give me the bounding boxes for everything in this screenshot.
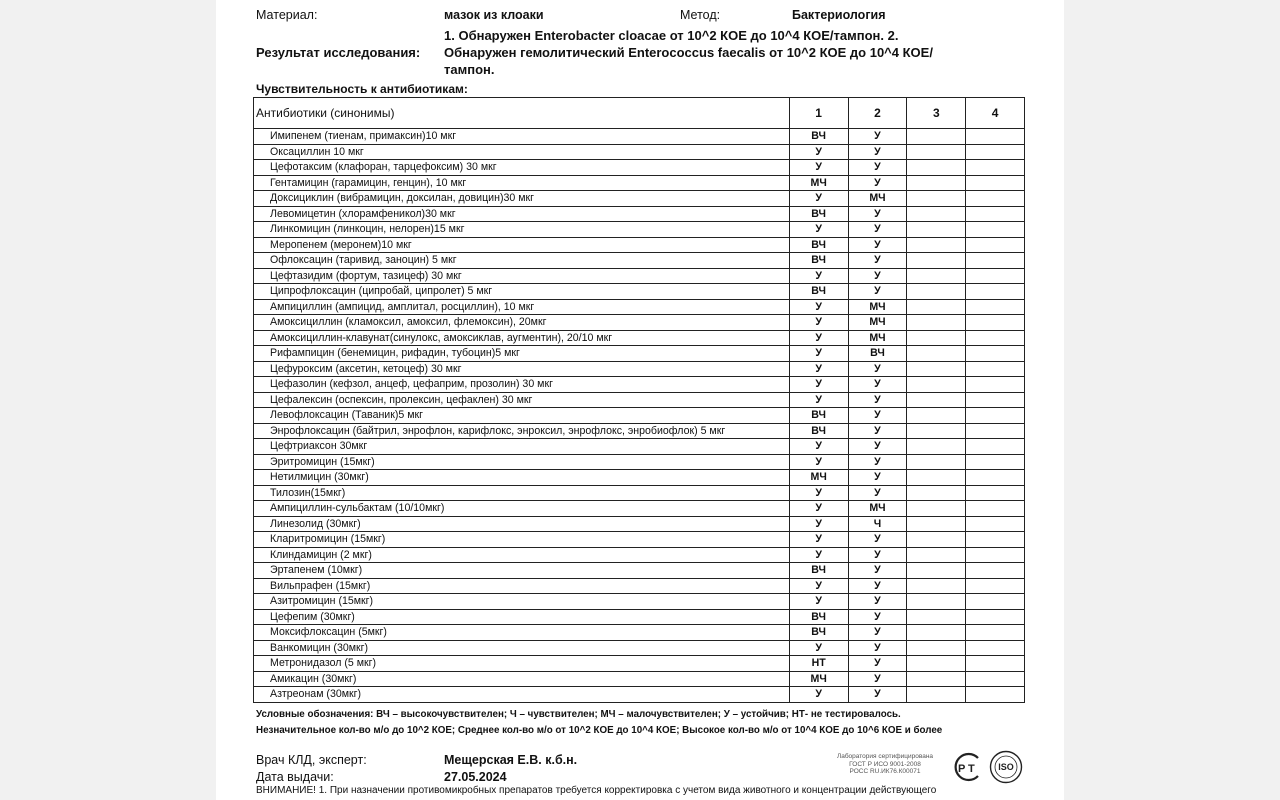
sensitivity-strain-1: МЧ — [789, 671, 848, 687]
table-row — [254, 656, 1025, 672]
sensitivity-strain-1: ВЧ — [789, 206, 848, 222]
sensitivity-strain-3 — [907, 563, 966, 579]
sensitivity-strain-3 — [907, 671, 966, 687]
date-label: Дата выдачи: — [256, 770, 334, 784]
header-col-4: 4 — [966, 98, 1025, 129]
sensitivity-strain-4 — [966, 237, 1025, 253]
sensitivity-strain-2: У — [848, 625, 907, 641]
sensitivity-strain-4 — [966, 160, 1025, 176]
sensitivity-strain-4 — [966, 144, 1025, 160]
sensitivity-strain-1: У — [789, 501, 848, 517]
sensitivity-strain-4 — [966, 485, 1025, 501]
sensitivity-strain-3 — [907, 470, 966, 486]
sensitivity-strain-4 — [966, 501, 1025, 517]
sensitivity-strain-1: ВЧ — [789, 423, 848, 439]
sensitivity-strain-3 — [907, 609, 966, 625]
antibiotic-name: Цефотаксим (клафоран, тарцефоксим) 30 мкг — [254, 160, 790, 176]
sensitivity-strain-2: МЧ — [848, 501, 907, 517]
antibiotic-name: Ципрофлоксацин (ципробай, ципролет) 5 мкг — [254, 284, 790, 300]
sensitivity-strain-2: У — [848, 129, 907, 145]
method-value: Бактериология — [792, 8, 886, 22]
sensitivity-strain-4 — [966, 547, 1025, 563]
sensitivity-strain-1: ВЧ — [789, 237, 848, 253]
legend-quantities: Незначительное кол-во м/о до 10^2 КОЕ; Среднее кол-во м/о от 10^2 КОЕ до 10^4 КОЕ; Высокое кол-во м/о от 10^4 КОЕ до 10^6 КОЕ и более — [256, 725, 943, 736]
table-row — [254, 222, 1025, 238]
warning-text: ВНИМАНИЕ! 1. При назначении противомикробных препаратов требуется корректировка с учетом вида животного и концентрации действующего — [256, 785, 937, 796]
antibiotic-name: Эртапенем (10мкг) — [254, 563, 790, 579]
sensitivity-strain-4 — [966, 268, 1025, 284]
section-title: Чувствительность к антибиотикам: — [256, 82, 468, 96]
table-row — [254, 392, 1025, 408]
sensitivity-strain-4 — [966, 470, 1025, 486]
antibiotic-name: Ванкомицин (30мкг) — [254, 640, 790, 656]
iso-text: ISO — [998, 762, 1014, 772]
result-label: Результат исследования: — [256, 45, 421, 60]
sensitivity-strain-1: У — [789, 516, 848, 532]
sensitivity-strain-4 — [966, 439, 1025, 455]
sensitivity-strain-4 — [966, 656, 1025, 672]
antibiotic-name: Левомицетин (хлорамфеникол)30 мкг — [254, 206, 790, 222]
sensitivity-strain-1: У — [789, 377, 848, 393]
antibiotic-name: Амоксициллин (кламоксил, амоксил, флемоксин), 20мкг — [254, 315, 790, 331]
svg-text:Т: Т — [968, 763, 975, 775]
sensitivity-strain-2: У — [848, 423, 907, 439]
antibiotic-name: Тилозин(15мкг) — [254, 485, 790, 501]
doctor-value: Мещерская Е.В. к.б.н. — [444, 753, 578, 767]
sensitivity-strain-2: У — [848, 160, 907, 176]
sensitivity-strain-4 — [966, 191, 1025, 207]
sensitivity-strain-2: У — [848, 237, 907, 253]
sensitivity-strain-4 — [966, 330, 1025, 346]
date-value: 27.05.2024 — [444, 770, 507, 784]
header-col-3: 3 — [907, 98, 966, 129]
sensitivity-strain-3 — [907, 392, 966, 408]
sensitivity-strain-3 — [907, 656, 966, 672]
table-row — [254, 237, 1025, 253]
table-row — [254, 501, 1025, 517]
sensitivity-strain-4 — [966, 609, 1025, 625]
antibiotic-name: Офлоксацин (таривид, заноцин) 5 мкг — [254, 253, 790, 269]
sensitivity-strain-1: У — [789, 315, 848, 331]
sensitivity-strain-1: У — [789, 222, 848, 238]
sensitivity-strain-4 — [966, 671, 1025, 687]
sensitivity-strain-2: У — [848, 671, 907, 687]
sensitivity-strain-1: У — [789, 532, 848, 548]
sensitivity-strain-3 — [907, 377, 966, 393]
sensitivity-strain-2: У — [848, 392, 907, 408]
sensitivity-strain-4 — [966, 532, 1025, 548]
table-row — [254, 144, 1025, 160]
sensitivity-strain-3 — [907, 191, 966, 207]
sensitivity-strain-2: У — [848, 268, 907, 284]
material-value: мазок из клоаки — [444, 8, 544, 22]
report-page — [216, 0, 1064, 800]
sensitivity-strain-2: У — [848, 656, 907, 672]
sensitivity-strain-2: У — [848, 206, 907, 222]
sensitivity-strain-3 — [907, 532, 966, 548]
sensitivity-strain-2: У — [848, 485, 907, 501]
antibiotic-name: Цефтазидим (фортум, тазицеф) 30 мкг — [254, 268, 790, 284]
sensitivity-strain-3 — [907, 299, 966, 315]
antibiotic-name: Азтреонам (30мкг) — [254, 687, 790, 703]
table-row — [254, 563, 1025, 579]
certification-text — [826, 753, 944, 776]
antibiotic-name: Метронидазол (5 мкг) — [254, 656, 790, 672]
sensitivity-strain-3 — [907, 594, 966, 610]
sensitivity-strain-4 — [966, 253, 1025, 269]
sensitivity-strain-3 — [907, 222, 966, 238]
sensitivity-strain-2: МЧ — [848, 315, 907, 331]
table-row — [254, 377, 1025, 393]
sensitivity-strain-1: ВЧ — [789, 625, 848, 641]
sensitivity-strain-4 — [966, 392, 1025, 408]
table-row — [254, 315, 1025, 331]
sensitivity-strain-2: У — [848, 253, 907, 269]
sensitivity-strain-4 — [966, 346, 1025, 362]
antibiotic-name: Клиндамицин (2 мкг) — [254, 547, 790, 563]
sensitivity-strain-3 — [907, 454, 966, 470]
antibiotic-name: Моксифлоксацин (5мкг) — [254, 625, 790, 641]
sensitivity-strain-3 — [907, 439, 966, 455]
sensitivity-strain-1: ВЧ — [789, 408, 848, 424]
sensitivity-strain-3 — [907, 547, 966, 563]
sensitivity-strain-1: У — [789, 485, 848, 501]
sensitivity-strain-3 — [907, 361, 966, 377]
antibiotic-name: Цефазолин (кефзол, анцеф, цефаприм, прозолин) 30 мкг — [254, 377, 790, 393]
sensitivity-strain-4 — [966, 129, 1025, 145]
rst-certification-logo — [948, 752, 986, 782]
sensitivity-strain-1: У — [789, 594, 848, 610]
table-row — [254, 532, 1025, 548]
sensitivity-strain-3 — [907, 284, 966, 300]
table-row — [254, 516, 1025, 532]
header-antibiotics: Антибиотики (синонимы) — [254, 98, 790, 129]
cert-line-1: Лаборатория сертифицирована — [836, 753, 934, 760]
sensitivity-strain-3 — [907, 175, 966, 191]
table-row — [254, 299, 1025, 315]
antibiotic-name: Линезолид (30мкг) — [254, 516, 790, 532]
table-row — [254, 408, 1025, 424]
antibiotic-name: Нетилмицин (30мкг) — [254, 470, 790, 486]
sensitivity-strain-2: У — [848, 563, 907, 579]
header-col-1: 1 — [789, 98, 848, 129]
antibiotic-name: Амикацин (30мкг) — [254, 671, 790, 687]
sensitivity-strain-1: У — [789, 268, 848, 284]
antibiotic-name: Ампициллин-сульбактам (10/10мкг) — [254, 501, 790, 517]
antibiotic-name: Цефуроксим (аксетин, кетоцеф) 30 мкг — [254, 361, 790, 377]
sensitivity-strain-4 — [966, 454, 1025, 470]
sensitivity-strain-2: ВЧ — [848, 346, 907, 362]
sensitivity-strain-3 — [907, 206, 966, 222]
table-row — [254, 253, 1025, 269]
table-row — [254, 160, 1025, 176]
sensitivity-strain-3 — [907, 485, 966, 501]
sensitivity-strain-2: У — [848, 640, 907, 656]
table-row — [254, 671, 1025, 687]
sensitivity-strain-1: У — [789, 361, 848, 377]
sensitivity-strain-1: У — [789, 160, 848, 176]
sensitivity-strain-4 — [966, 640, 1025, 656]
sensitivity-strain-2: МЧ — [848, 330, 907, 346]
table-row — [254, 485, 1025, 501]
sensitivity-strain-1: У — [789, 330, 848, 346]
sensitivity-strain-4 — [966, 315, 1025, 331]
sensitivity-strain-4 — [966, 423, 1025, 439]
sensitivity-strain-4 — [966, 687, 1025, 703]
antibiotic-name: Цефалексин (оспексин, пролексин, цефаклен) 30 мкг — [254, 392, 790, 408]
sensitivity-strain-1: ВЧ — [789, 253, 848, 269]
sensitivity-strain-3 — [907, 501, 966, 517]
sensitivity-strain-3 — [907, 516, 966, 532]
sensitivity-strain-2: У — [848, 547, 907, 563]
antibiotic-name: Энрофлоксацин (байтрил, энрофлон, карифлокс, энроксил, энрофлокс, энробиофлок) 5 мкг — [254, 423, 790, 439]
sensitivity-strain-1: У — [789, 454, 848, 470]
sensitivity-strain-3 — [907, 144, 966, 160]
antibiotic-name: Левофлоксацин (Таваник)5 мкг — [254, 408, 790, 424]
sensitivity-strain-1: ВЧ — [789, 563, 848, 579]
sensitivity-strain-4 — [966, 377, 1025, 393]
sensitivity-strain-1: У — [789, 392, 848, 408]
table-row — [254, 206, 1025, 222]
sensitivity-strain-1: ВЧ — [789, 609, 848, 625]
sensitivity-strain-3 — [907, 129, 966, 145]
table-row — [254, 640, 1025, 656]
sensitivity-strain-3 — [907, 346, 966, 362]
antibiotic-name: Рифампицин (бенемицин, рифадин, тубоцин)5 мкг — [254, 346, 790, 362]
table-row — [254, 439, 1025, 455]
antibiotic-name: Линкомицин (линкоцин, нелорен)15 мкг — [254, 222, 790, 238]
sensitivity-strain-2: У — [848, 609, 907, 625]
sensitivity-strain-2: У — [848, 175, 907, 191]
antibiotic-name: Имипенем (тиенам, примаксин)10 мкг — [254, 129, 790, 145]
sensitivity-strain-1: У — [789, 547, 848, 563]
sensitivity-strain-2: У — [848, 284, 907, 300]
sensitivity-strain-4 — [966, 408, 1025, 424]
svg-text:Р: Р — [958, 763, 966, 775]
method-label: Метод: — [680, 8, 721, 22]
antibiotic-name: Ампициллин (ампицид, амплитал, росциллин), 10 мкг — [254, 299, 790, 315]
sensitivity-strain-1: У — [789, 578, 848, 594]
sensitivity-strain-3 — [907, 408, 966, 424]
sensitivity-strain-3 — [907, 578, 966, 594]
antibiotic-name: Вильпрафен (15мкг) — [254, 578, 790, 594]
material-label: Материал: — [256, 8, 318, 22]
table-row — [254, 454, 1025, 470]
table-row — [254, 330, 1025, 346]
sensitivity-strain-4 — [966, 516, 1025, 532]
antibiotic-table — [253, 97, 1025, 703]
sensitivity-strain-3 — [907, 330, 966, 346]
sensitivity-strain-2: У — [848, 144, 907, 160]
sensitivity-strain-3 — [907, 315, 966, 331]
sensitivity-strain-2: У — [848, 578, 907, 594]
sensitivity-strain-1: У — [789, 299, 848, 315]
sensitivity-strain-1: ВЧ — [789, 284, 848, 300]
sensitivity-strain-4 — [966, 563, 1025, 579]
sensitivity-strain-3 — [907, 268, 966, 284]
sensitivity-strain-1: У — [789, 687, 848, 703]
sensitivity-strain-1: НТ — [789, 656, 848, 672]
antibiotic-name: Цефепим (30мкг) — [254, 609, 790, 625]
antibiotic-name: Оксациллин 10 мкг — [254, 144, 790, 160]
legend-symbols: Условные обозначения: ВЧ – высокочувствителен; Ч – чувствителен; МЧ – малочувствителен; У – устойчив; НТ- не тестировалось. — [256, 709, 901, 720]
cert-line-2: ГОСТ Р ИСО 9001-2008 — [849, 760, 921, 768]
sensitivity-strain-2: У — [848, 222, 907, 238]
sensitivity-strain-1: У — [789, 191, 848, 207]
sensitivity-strain-2: У — [848, 408, 907, 424]
sensitivity-strain-2: У — [848, 594, 907, 610]
sensitivity-strain-4 — [966, 222, 1025, 238]
sensitivity-strain-1: У — [789, 640, 848, 656]
sensitivity-strain-4 — [966, 284, 1025, 300]
table-row — [254, 594, 1025, 610]
table-row — [254, 578, 1025, 594]
antibiotic-name: Кларитромицин (15мкг) — [254, 532, 790, 548]
sensitivity-strain-2: У — [848, 439, 907, 455]
table-row — [254, 175, 1025, 191]
antibiotic-name: Меропенем (меронем)10 мкг — [254, 237, 790, 253]
result-value: 1. Обнаружен Enterobacter cloacae от 10^2 КОЕ до 10^4 КОЕ/тампон. 2. Обнаружен гемолитический Enterococcus faecalis от 10^2 КОЕ до 10^4 КОЕ/тампон. — [444, 28, 933, 77]
sensitivity-strain-2: МЧ — [848, 299, 907, 315]
sensitivity-strain-1: МЧ — [789, 175, 848, 191]
table-row — [254, 547, 1025, 563]
sensitivity-strain-3 — [907, 687, 966, 703]
table-row — [254, 191, 1025, 207]
cert-line-3: РОСС RU.ИК76.К00071 — [849, 768, 921, 775]
sensitivity-strain-1: У — [789, 439, 848, 455]
sensitivity-strain-2: У — [848, 470, 907, 486]
sensitivity-strain-1: У — [789, 346, 848, 362]
table-row — [254, 609, 1025, 625]
sensitivity-strain-4 — [966, 206, 1025, 222]
sensitivity-strain-2: У — [848, 454, 907, 470]
antibiotic-name: Азитромицин (15мкг) — [254, 594, 790, 610]
sensitivity-strain-4 — [966, 175, 1025, 191]
antibiotic-name: Цефтриаксон 30мкг — [254, 439, 790, 455]
sensitivity-strain-3 — [907, 625, 966, 641]
sensitivity-strain-3 — [907, 423, 966, 439]
antibiotic-name: Доксициклин (вибрамицин, доксилан, довицин)30 мкг — [254, 191, 790, 207]
table-row — [254, 423, 1025, 439]
sensitivity-strain-1: ВЧ — [789, 129, 848, 145]
table-row — [254, 268, 1025, 284]
iso-logo — [989, 750, 1023, 784]
antibiotic-name: Амоксициллин-клавунат(синулокс, амоксиклав, аугментин), 20/10 мкг — [254, 330, 790, 346]
sensitivity-strain-2: У — [848, 377, 907, 393]
sensitivity-strain-4 — [966, 299, 1025, 315]
table-row — [254, 346, 1025, 362]
sensitivity-strain-2: У — [848, 687, 907, 703]
sensitivity-strain-2: Ч — [848, 516, 907, 532]
antibiotic-name: Эритромицин (15мкг) — [254, 454, 790, 470]
sensitivity-strain-2: У — [848, 361, 907, 377]
antibiotic-name: Гентамицин (гарамицин, генцин), 10 мкг — [254, 175, 790, 191]
sensitivity-strain-3 — [907, 237, 966, 253]
table-header-row — [254, 98, 1025, 129]
table-row — [254, 625, 1025, 641]
header-col-2: 2 — [848, 98, 907, 129]
sensitivity-strain-4 — [966, 361, 1025, 377]
sensitivity-strain-3 — [907, 160, 966, 176]
table-row — [254, 687, 1025, 703]
table-row — [254, 361, 1025, 377]
sensitivity-strain-4 — [966, 578, 1025, 594]
doctor-label: Врач КЛД, эксперт: — [256, 753, 367, 767]
sensitivity-strain-3 — [907, 253, 966, 269]
sensitivity-strain-1: МЧ — [789, 470, 848, 486]
sensitivity-strain-1: У — [789, 144, 848, 160]
table-row — [254, 284, 1025, 300]
table-row — [254, 470, 1025, 486]
table-row — [254, 129, 1025, 145]
sensitivity-strain-2: МЧ — [848, 191, 907, 207]
sensitivity-strain-4 — [966, 594, 1025, 610]
sensitivity-strain-4 — [966, 625, 1025, 641]
sensitivity-strain-3 — [907, 640, 966, 656]
sensitivity-strain-2: У — [848, 532, 907, 548]
